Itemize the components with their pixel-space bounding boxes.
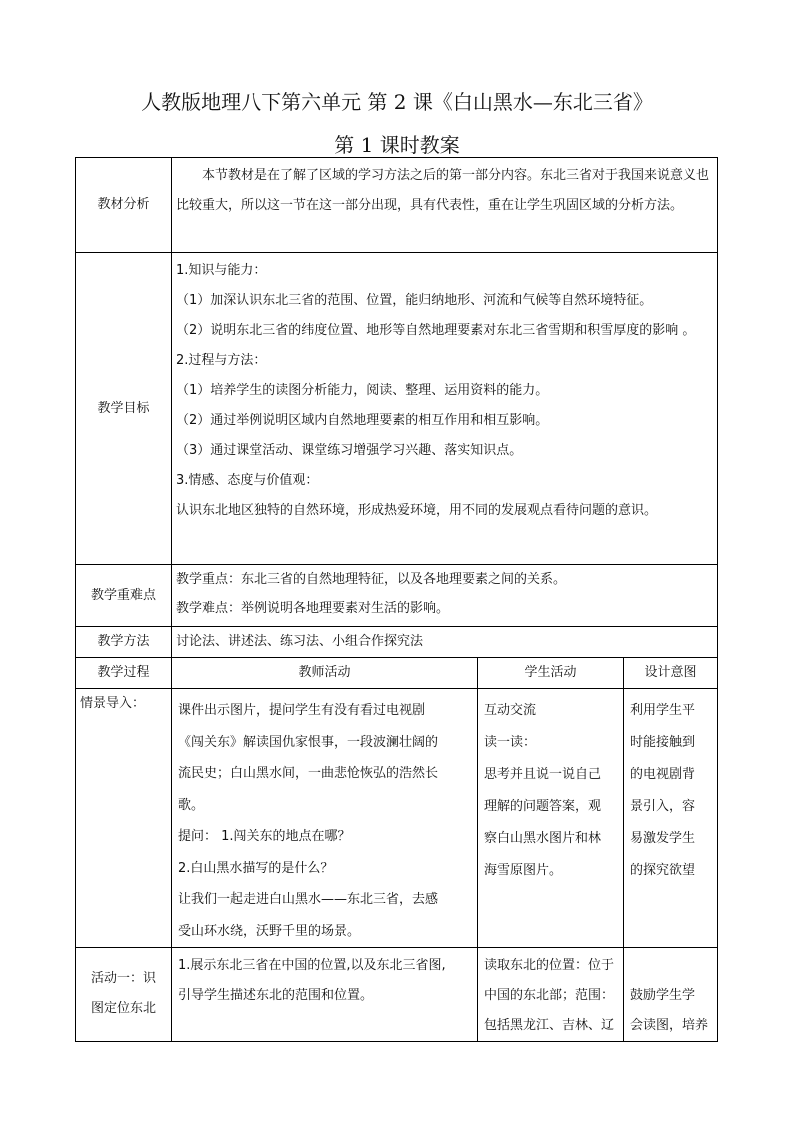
intent-line: 的电视剧背 xyxy=(630,767,696,782)
intro-intent xyxy=(624,689,718,948)
methods-text: 讨论法、讲述法、练习法、小组合作探究法 xyxy=(172,627,718,658)
row-label-intro: 情景导入： xyxy=(76,689,172,948)
objective-line: 1.知识与能力： xyxy=(176,263,267,278)
student-line: 读取东北的位置：位于 xyxy=(484,958,615,973)
activity1-intent xyxy=(624,948,718,1042)
student-line: 海雪原图片。 xyxy=(484,863,563,878)
student-line: 读一读： xyxy=(484,735,537,750)
materials-text: 本节教材是在了解了区域的学习方法之后的第一部分内容。东北三省对于我国来说意义也比较重大，所以这一节在这一部分出现，具有代表性，重在让学生巩固区域的分析方法。 xyxy=(172,158,718,253)
header-intent: 设计意图 xyxy=(624,658,718,689)
teacher-line: 歌。 xyxy=(178,797,205,813)
row-activity1 xyxy=(76,948,718,1042)
header-student: 学生活动 xyxy=(478,658,624,689)
header-process: 教学过程 xyxy=(76,658,172,689)
intent-line: 利用学生平 xyxy=(630,703,696,718)
row-keypoints xyxy=(76,565,718,627)
teacher-line: 流民史；白山黑水间，一曲悲怆恢弘的浩然长 xyxy=(178,766,439,781)
objective-line: 认识东北地区独特的自然环境，形成热爱环境，用不同的发展观点看待问题的意识。 xyxy=(176,503,658,518)
student-line: 思考并且说一说自己 xyxy=(484,767,602,782)
intro-teacher xyxy=(172,689,478,948)
objective-line: 3.情感、态度与价值观： xyxy=(176,473,319,488)
row-label-keypoints: 教学重难点 xyxy=(76,565,172,627)
student-line: 互动交流 xyxy=(484,703,537,718)
student-line: 理解的问题答案，观 xyxy=(484,799,602,814)
objective-line: （1）培养学生的读图分析能力，阅读、整理、运用资料的能力。 xyxy=(176,383,549,398)
teacher-line: 让我们一起走进白山黑水——东北三省，去感 xyxy=(178,892,439,907)
objective-line: 2.过程与方法： xyxy=(176,353,267,368)
intent-line: 的探究欲望 xyxy=(630,863,696,878)
student-line: 察白山黑水图片和林 xyxy=(484,831,602,846)
key-point: 教学重点：东北三省的自然地理特征，以及各地理要素之间的关系。 xyxy=(176,572,567,587)
objective-line: （2）说明东北三省的纬度位置、地形等自然地理要素对东北三省雪期和积雪厚度的影响 。 xyxy=(176,323,696,338)
intent-line: 鼓励学生学 xyxy=(630,988,696,1003)
intent-line: 会读图，培养 xyxy=(630,1018,709,1033)
lesson-plan-table xyxy=(75,157,718,1042)
teacher-line: 1.展示东北三省在中国的位置,以及东北三省图, xyxy=(178,958,446,973)
teacher-line: 课件出示图片，提问学生有没有看过电视剧 xyxy=(178,703,426,718)
keypoints-content xyxy=(172,565,718,627)
teacher-line: 受山环水绕，沃野千里的场景。 xyxy=(178,923,361,939)
teacher-line: 提问： 1.闯关东的地点在哪？ xyxy=(178,829,351,844)
activity1-student xyxy=(478,948,624,1042)
intent-line xyxy=(630,951,711,981)
teacher-line: 2.白山黑水描写的是什么？ xyxy=(178,860,334,876)
intent-line: 易激发学生 xyxy=(630,831,696,846)
intent-line: 时能接触到 xyxy=(630,735,696,750)
activity-label-line: 图定位东北 xyxy=(90,1001,156,1016)
process-header-row xyxy=(76,658,718,689)
activity1-teacher xyxy=(172,948,478,1042)
row-objectives xyxy=(76,253,718,565)
row-label-activity1 xyxy=(76,948,172,1042)
objective-line: （1）加深认识东北三省的范围、位置，能归纳地形、河流和气候等自然环境特征。 xyxy=(176,293,653,308)
objectives-content xyxy=(172,253,718,565)
activity-label-line: 活动一：识 xyxy=(90,971,156,986)
row-materials xyxy=(76,158,718,253)
teacher-line: 《闯关东》解读国仇家恨事，一段波澜壮阔的 xyxy=(178,734,439,750)
row-label-methods: 教学方法 xyxy=(76,627,172,658)
student-line: 中国的东北部；范围： xyxy=(484,988,615,1003)
document-subtitle: 第 1 课时教案 xyxy=(334,133,460,157)
intro-student xyxy=(478,689,624,948)
row-label-objectives: 教学目标 xyxy=(76,253,172,565)
document-title: 人教版地理八下第六单元 第 2 课《白山黑水—东北三省》 xyxy=(141,90,653,114)
teacher-line: 引导学生描述东北的范围和位置。 xyxy=(178,988,374,1003)
header-teacher: 教师活动 xyxy=(172,658,478,689)
row-methods xyxy=(76,627,718,658)
intent-line: 景引入，容 xyxy=(630,799,696,814)
row-intro xyxy=(76,689,718,948)
student-line: 包括黑龙江、吉林、辽 xyxy=(484,1018,615,1033)
objective-line: （2）通过举例说明区域内自然地理要素的相互作用和相互影响。 xyxy=(176,413,549,428)
difficult-point: 教学难点：举例说明各地理要素对生活的影响。 xyxy=(176,601,450,616)
row-label-materials: 教材分析 xyxy=(76,158,172,253)
objective-line: （3）通过课堂活动、课堂练习增强学习兴趣、落实知识点。 xyxy=(176,443,523,458)
